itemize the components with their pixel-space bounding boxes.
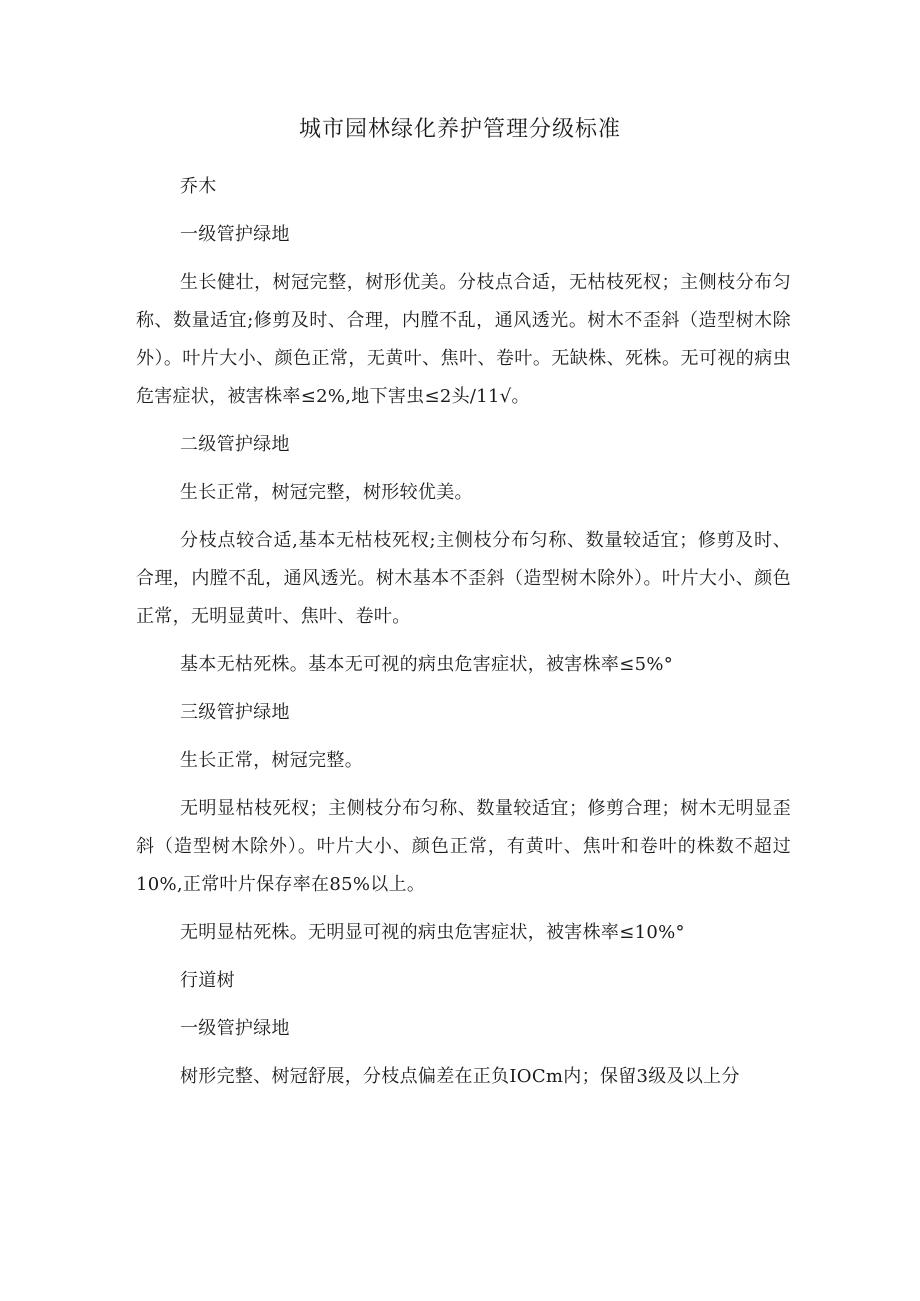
document-body: [136, 168, 791, 1106]
paragraph-level-2-growth: 生长正常，树冠完整，树形较优美。: [180, 482, 473, 503]
paragraph-level-2-branches: 分枝点较合适,基本无枯枝死杈;主侧枝分布匀称、数量较适宜；修剪及时、合理，内膛不乱，通风透光。树木基本不歪斜（造型树木除外）。叶片大小、颜色正常，无明显黄叶、焦叶、卷叶。: [136, 530, 791, 627]
subsection-heading-level-1: 一级管护绿地: [180, 224, 290, 245]
subsection-heading-street-level-1: 一级管护绿地: [180, 1018, 290, 1039]
paragraph-level-1-standard: 生长健壮，树冠完整，树形优美。分枝点合适，无枯枝死杈；主侧枝分布匀称、数量适宜;修剪及时、合理，内膛不乱，通风透光。树木不歪斜（造型树木除外）。叶片大小、颜色正常，无黄叶、焦叶、卷叶。无缺株、死株。无可视的病虫危害症状，被害株率≤2%,地下害虫≤2头∕11√。: [136, 272, 791, 407]
section-heading-tree: 乔木: [180, 176, 217, 197]
paragraph-level-2-pests: 基本无枯死株。基本无可视的病虫危害症状，被害株率≤5%°: [180, 654, 674, 675]
paragraph-level-3-branches: 无明显枯枝死杈；主侧枝分布匀称、数量较适宜；修剪合理；树木无明显歪斜（造型树木除外）。叶片大小、颜色正常，有黄叶、焦叶和卷叶的株数不超过10%,正常叶片保存率在85%以上。: [136, 798, 791, 895]
paragraph-level-3-growth: 生长正常，树冠完整。: [180, 750, 363, 771]
paragraph-level-3-pests: 无明显枯死株。无明显可视的病虫危害症状，被害株率≤10%°: [180, 922, 685, 943]
page-title: 城市园林绿化养护管理分级标准: [298, 117, 621, 142]
subsection-heading-level-2: 二级管护绿地: [180, 434, 290, 455]
paragraph-street-level-1: 树形完整、树冠舒展，分枝点偏差在正负IOCm内；保留3级及以上分: [180, 1066, 740, 1087]
section-heading-street-trees: 行道树: [180, 970, 235, 991]
subsection-heading-level-3: 三级管护绿地: [180, 702, 290, 723]
